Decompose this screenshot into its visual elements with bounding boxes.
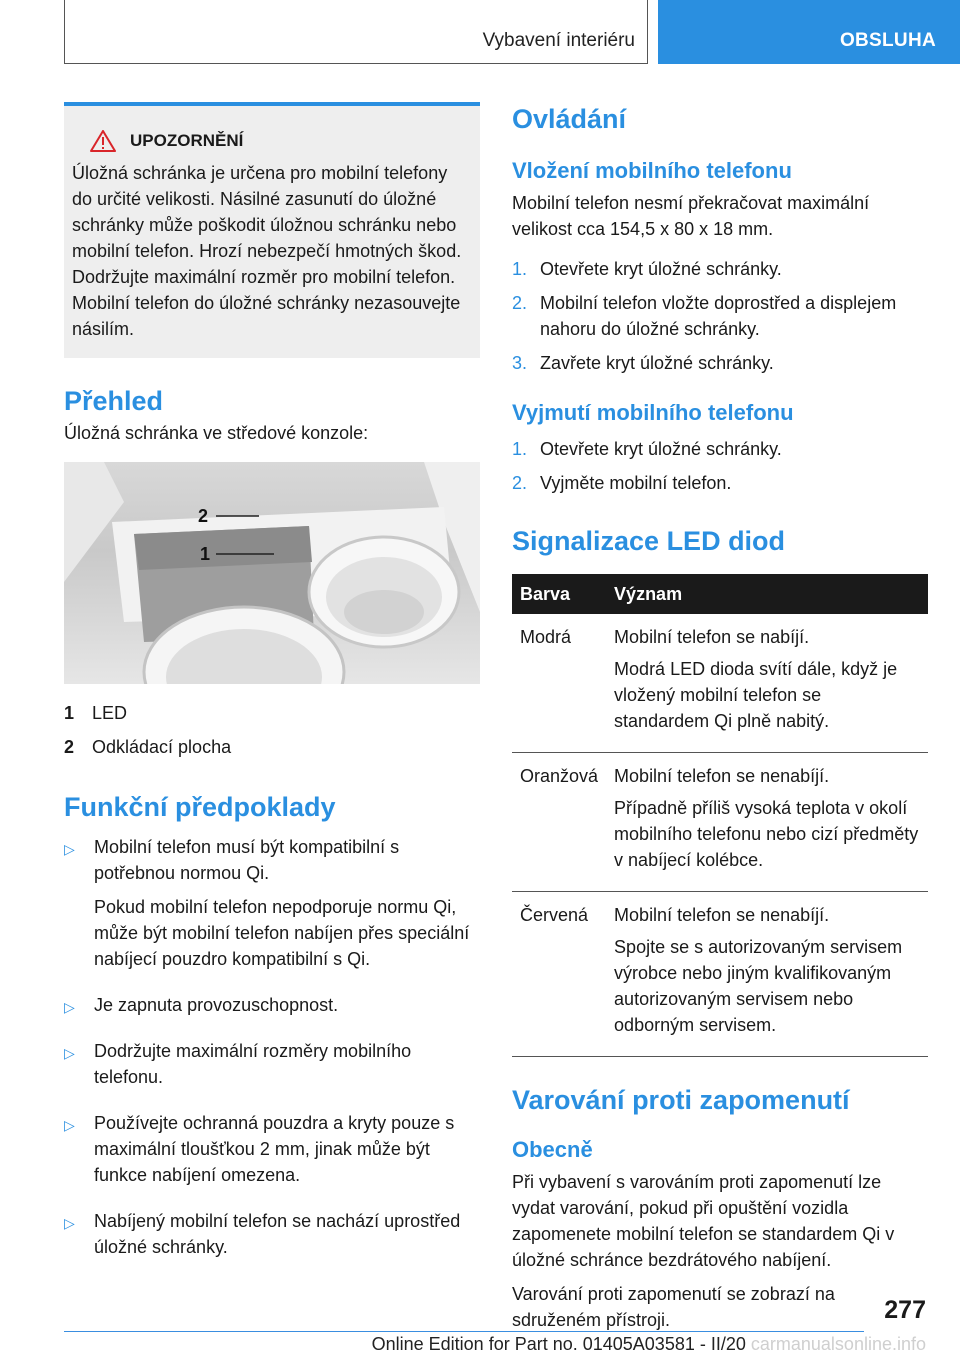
step-num: 2. bbox=[512, 473, 528, 493]
list-item-text: Nabíjený mobilní telefon se nachází uprostřed úložné schránky. bbox=[94, 1211, 461, 1257]
step-num: 1. bbox=[512, 259, 528, 279]
col-meaning-header: Význam bbox=[606, 574, 928, 614]
col-color-header: Barva bbox=[512, 574, 606, 614]
led-detail: Případně příliš vysoká teplota v okolí mobilního telefonu nebo cizí předměty v nabíjecí kolébce. bbox=[614, 798, 919, 870]
step-text: Mobilní telefon vložte doprostřed a displejem nahoru do úložné schránky. bbox=[540, 293, 897, 339]
header-tab[interactable] bbox=[658, 0, 960, 64]
list-item-text: Dodržujte maximální rozměry mobilního telefonu. bbox=[94, 1041, 412, 1087]
insert-heading: Vložení mobilního telefonu bbox=[512, 158, 792, 183]
warning-title-text: UPOZORNĚNÍ bbox=[130, 131, 244, 150]
warning-text: Úložná schránka je určena pro mobilní telefony do určité velikosti. Násilné zasunutí do úložné schránky může poškodit úložnou schránku nebo mobilní telefon. Hrozí nebezpečí hmotných škod. Dodržujte maximální rozměr pro mobilní telefon. Mobilní telefon do úložné schránky nezasouvejte násilím. bbox=[72, 163, 462, 339]
step-num: 1. bbox=[512, 439, 528, 459]
reminder-p2: Varování proti zapomenutí se zobrazí na sdruženém přístroji. bbox=[512, 1284, 835, 1330]
header-tab-label: OBSLUHA bbox=[839, 30, 936, 51]
console-figure bbox=[64, 462, 480, 684]
step-text: Otevřete kryt úložné schránky. bbox=[540, 439, 782, 459]
footer-edition-text: Online Edition for Part no. 01405A03581 - II/20 bbox=[371, 1334, 746, 1354]
list-item-extra: Pokud mobilní telefon nepodporuje normu Qi, může být mobilní telefon nabíjen přes speciální nabíjecí pouzdro kompatibilní s Qi. bbox=[94, 897, 470, 969]
led-color-cell: Červená bbox=[512, 892, 606, 1057]
header-section bbox=[64, 0, 648, 64]
triangle-bullet-icon: ▷ bbox=[64, 1045, 75, 1061]
triangle-bullet-icon: ▷ bbox=[64, 1117, 75, 1133]
led-heading: Signalizace LED diod bbox=[512, 526, 786, 556]
led-meaning: Mobilní telefon se nenabíjí. bbox=[614, 905, 830, 925]
warning-triangle-icon bbox=[90, 130, 116, 152]
remove-steps bbox=[512, 436, 928, 496]
right-column bbox=[512, 102, 928, 1333]
led-color-cell: Modrá bbox=[512, 614, 606, 753]
prereq-heading: Funkční předpoklady bbox=[64, 792, 336, 822]
led-table bbox=[512, 574, 928, 1057]
remove-heading: Vyjmutí mobilního telefonu bbox=[512, 400, 794, 425]
legend-label: Odkládací plocha bbox=[92, 737, 232, 757]
prereq-list bbox=[64, 834, 480, 1268]
led-meaning-cell bbox=[606, 614, 928, 753]
step-item bbox=[512, 350, 928, 376]
figure-label-1: 1 bbox=[200, 544, 211, 564]
footer-divider bbox=[64, 1331, 864, 1332]
warning-title bbox=[90, 130, 466, 152]
left-column bbox=[64, 102, 480, 1280]
step-item bbox=[512, 436, 928, 462]
table-row bbox=[512, 753, 928, 892]
list-item-text: Mobilní telefon musí být kompatibilní s potřebnou normou Qi. bbox=[94, 837, 400, 883]
footer-edition bbox=[0, 1334, 926, 1355]
list-item bbox=[64, 1208, 480, 1268]
step-item bbox=[512, 256, 928, 282]
led-detail: Spojte se s autorizovaným servisem výrobce nebo jiným kvalifikovaným autorizovaným servisem nebo odborným servisem. bbox=[614, 937, 903, 1035]
legend-num: 2 bbox=[64, 737, 75, 757]
list-item-text: Je zapnuta provozuschopnost. bbox=[94, 995, 339, 1015]
overview-intro: Úložná schránka ve středové konzole: bbox=[64, 423, 369, 443]
list-item bbox=[64, 992, 480, 1026]
reminder-p1: Při vybavení s varováním proti zapomenutí lze vydat varování, pokud při opuštění vozidla zapomenete mobilní telefon se standardem Qi v úložné schránce bezdrátového nabíjení. bbox=[512, 1172, 895, 1270]
step-text: Vyjměte mobilní telefon. bbox=[540, 473, 732, 493]
triangle-bullet-icon: ▷ bbox=[64, 999, 75, 1015]
step-text: Zavřete kryt úložné schránky. bbox=[540, 353, 774, 373]
led-color-cell: Oranžová bbox=[512, 753, 606, 892]
list-item bbox=[64, 834, 480, 980]
footer-watermark: carmanualsonline.info bbox=[750, 1334, 926, 1354]
step-num: 3. bbox=[512, 353, 528, 373]
triangle-bullet-icon: ▷ bbox=[64, 841, 75, 857]
step-item bbox=[512, 470, 928, 496]
page-number: 277 bbox=[884, 1296, 926, 1324]
reminder-heading: Varování proti zapomenutí bbox=[512, 1085, 850, 1115]
led-meaning-cell bbox=[606, 892, 928, 1057]
list-item bbox=[64, 1038, 480, 1098]
led-table-header bbox=[512, 574, 928, 614]
console-illustration bbox=[64, 462, 480, 684]
led-detail: Modrá LED dioda svítí dále, když je vložený mobilní telefon se standardem Qi plně nabitý. bbox=[614, 659, 898, 731]
triangle-bullet-icon: ▷ bbox=[64, 1215, 75, 1231]
led-meaning: Mobilní telefon se nenabíjí. bbox=[614, 766, 830, 786]
table-row bbox=[512, 892, 928, 1057]
figure-label-2: 2 bbox=[198, 506, 209, 526]
legend-num: 1 bbox=[64, 703, 75, 723]
overview-heading: Přehled bbox=[64, 386, 164, 416]
legend-item bbox=[64, 734, 480, 760]
table-row bbox=[512, 614, 928, 753]
list-item bbox=[64, 1110, 480, 1196]
led-meaning-cell bbox=[606, 753, 928, 892]
insert-intro: Mobilní telefon nesmí překračovat maximální velikost cca 154,5 x 80 x 18 mm. bbox=[512, 193, 870, 239]
warning-box bbox=[64, 102, 480, 358]
step-num: 2. bbox=[512, 293, 528, 313]
legend-label: LED bbox=[92, 703, 128, 723]
legend-item bbox=[64, 700, 480, 726]
step-text: Otevřete kryt úložné schránky. bbox=[540, 259, 782, 279]
reminder-subheading: Obecně bbox=[512, 1137, 593, 1162]
insert-steps bbox=[512, 256, 928, 376]
control-heading: Ovládání bbox=[512, 104, 627, 134]
step-item bbox=[512, 290, 928, 342]
led-meaning: Mobilní telefon se nabíjí. bbox=[614, 627, 810, 647]
header-section-title: Vybavení interiéru bbox=[482, 30, 635, 51]
list-item-text: Používejte ochranná pouzdra a kryty pouze s maximální tloušťkou 2 mm, jinak může být funkce nabíjení omezena. bbox=[94, 1113, 455, 1185]
